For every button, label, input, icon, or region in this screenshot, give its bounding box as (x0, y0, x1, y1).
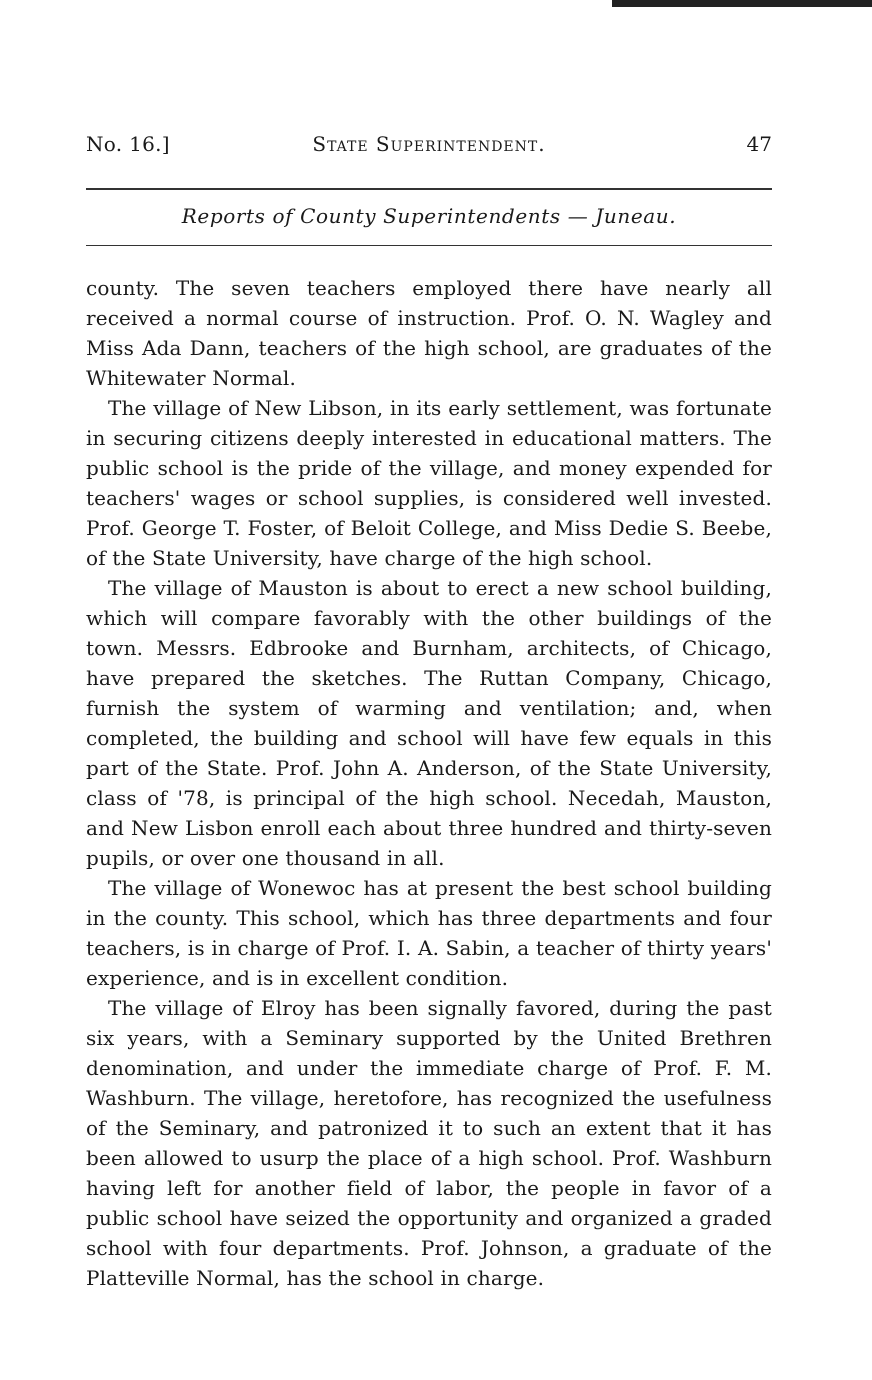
paragraph-new-libson: The village of New Libson, in its early settlement, was fortunate in securing citizens deeply interested in educational matters. The public school is the pride of the village, and money expended for teachers' wages or school supplies, is considered well invested. Prof. George T. Foster, of Beloit College, and Miss Dedie S. Beebe, of the State University, have charge of the high school. (86, 396, 772, 570)
running-head (86, 132, 772, 162)
section-heading: Reports of County Superintendents — Juneau. (181, 204, 677, 228)
page-edge-shadow (612, 0, 872, 7)
header-rule-bottom (86, 245, 772, 246)
page-number: 47 (746, 132, 772, 156)
paragraph-mauston: The village of Mauston is about to erect a new school building, which will compare favorably with the other buildings of the town. Messrs. Edbrooke and Burnham, architects, of Chicago, have prepared the sketches. The Ruttan Company, Chicago, furnish the system of warming and ventilation; and, when completed, the building and school will have few equals in this part of the State. Prof. John A. Anderson, of the State University, class of '78, is principal of the high school. Necedah, Mauston, and New Lisbon enroll each about three hundred and thirty-seven pupils, or over one thousand in all. (86, 576, 772, 870)
document-number: No. 16.] (86, 132, 170, 156)
paragraph-elroy: The village of Elroy has been signally favored, during the past six years, with a Seminary supported by the United Brethren denomination, and under the immediate charge of Prof. F. M. Washburn. The village, heretofore, has recognized the usefulness of the Seminary, and patronized it to such an extent that it has been allowed to usurp the place of a high school. Prof. Washburn having left for another field of labor, the people in favor of a public school have seized the opportunity and organized a graded school with four departments. Prof. Johnson, a graduate of the Platteville Normal, has the school in charge. (86, 996, 772, 1290)
running-title: State Superintendent. (312, 132, 546, 156)
paragraph-wonewoc: The village of Wonewoc has at present the best school building in the county. This school, which has three departments and four teachers, is in charge of Prof. I. A. Sabin, a teacher of thirty years' experience, and is in excellent condition. (86, 876, 772, 990)
paragraph-continued: county. The seven teachers employed there have nearly all received a normal course of instruction. Prof. O. N. Wagley and Miss Ada Dann, teachers of the high school, are graduates of the Whitewater Normal. (86, 276, 772, 390)
header-rule-top (86, 188, 772, 190)
body-text (86, 273, 772, 1293)
